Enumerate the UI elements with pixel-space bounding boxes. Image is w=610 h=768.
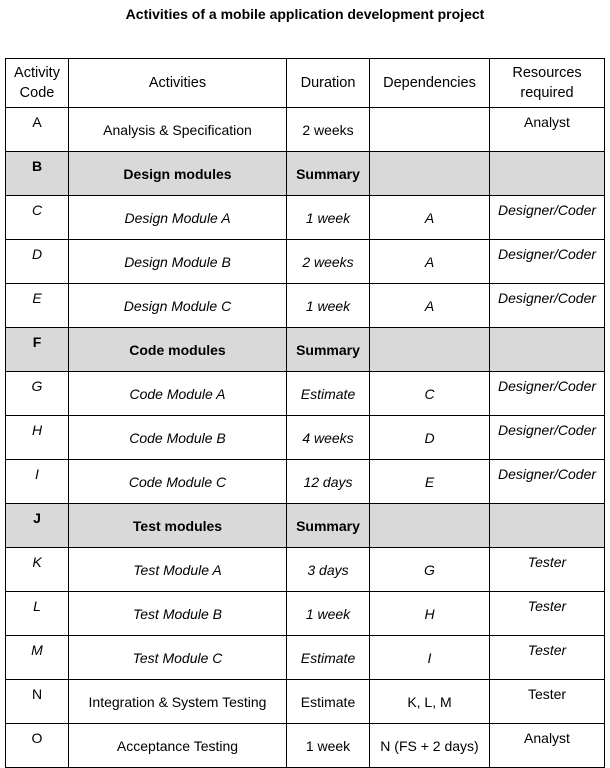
resources-cell: Analyst	[490, 108, 605, 152]
table-row	[6, 416, 605, 460]
activities-table	[5, 58, 605, 768]
resources-cell: Designer/Coder	[490, 460, 605, 504]
table-row	[6, 108, 605, 152]
header-resources: Resources required	[490, 59, 605, 108]
activity-name-cell: Test modules	[69, 504, 287, 548]
dependencies-cell: I	[370, 636, 490, 680]
table-row	[6, 592, 605, 636]
activity-name-cell: Design Module A	[69, 196, 287, 240]
dependencies-cell	[370, 328, 490, 372]
resources-cell: Designer/Coder	[490, 416, 605, 460]
resources-cell: Analyst	[490, 724, 605, 768]
dependencies-cell: K, L, M	[370, 680, 490, 724]
duration-cell: 1 week	[287, 284, 370, 328]
table-header-row	[6, 59, 605, 108]
table-row	[6, 284, 605, 328]
activity-code-cell: J	[6, 504, 69, 548]
duration-cell: Summary	[287, 152, 370, 196]
resources-cell: Designer/Coder	[490, 372, 605, 416]
dependencies-cell: G	[370, 548, 490, 592]
duration-cell: 1 week	[287, 592, 370, 636]
activity-name-cell: Integration & System Testing	[69, 680, 287, 724]
table-row	[6, 196, 605, 240]
table-row	[6, 240, 605, 284]
activity-code-cell: B	[6, 152, 69, 196]
activity-code-cell: H	[6, 416, 69, 460]
activity-name-cell: Code modules	[69, 328, 287, 372]
table-row	[6, 460, 605, 504]
activity-code-cell: E	[6, 284, 69, 328]
resources-cell: Tester	[490, 548, 605, 592]
resources-cell	[490, 152, 605, 196]
header-activity-code: Activity Code	[6, 59, 69, 108]
table-row	[6, 152, 605, 196]
resources-cell: Designer/Coder	[490, 240, 605, 284]
activity-code-cell: N	[6, 680, 69, 724]
dependencies-cell: H	[370, 592, 490, 636]
activity-name-cell: Design modules	[69, 152, 287, 196]
dependencies-cell	[370, 152, 490, 196]
table-row	[6, 328, 605, 372]
activity-name-cell: Code Module B	[69, 416, 287, 460]
activity-name-cell: Design Module B	[69, 240, 287, 284]
duration-cell: 1 week	[287, 196, 370, 240]
table-row	[6, 504, 605, 548]
activity-name-cell: Test Module A	[69, 548, 287, 592]
activity-name-cell: Analysis & Specification	[69, 108, 287, 152]
duration-cell: 2 weeks	[287, 240, 370, 284]
table-row	[6, 636, 605, 680]
activity-name-cell: Test Module C	[69, 636, 287, 680]
dependencies-cell: N (FS + 2 days)	[370, 724, 490, 768]
duration-cell: Estimate	[287, 680, 370, 724]
table-row	[6, 680, 605, 724]
duration-cell: Estimate	[287, 636, 370, 680]
header-duration: Duration	[287, 59, 370, 108]
header-activities: Activities	[69, 59, 287, 108]
dependencies-cell	[370, 108, 490, 152]
activity-code-cell: I	[6, 460, 69, 504]
activity-code-cell: L	[6, 592, 69, 636]
table-row	[6, 724, 605, 768]
resources-cell: Tester	[490, 680, 605, 724]
duration-cell: 3 days	[287, 548, 370, 592]
activity-code-cell: G	[6, 372, 69, 416]
resources-cell: Tester	[490, 636, 605, 680]
duration-cell: 2 weeks	[287, 108, 370, 152]
page-title: Activities of a mobile application development project	[125, 6, 485, 22]
activity-name-cell: Code Module C	[69, 460, 287, 504]
dependencies-cell: D	[370, 416, 490, 460]
dependencies-cell: A	[370, 284, 490, 328]
dependencies-cell: C	[370, 372, 490, 416]
duration-cell: Summary	[287, 504, 370, 548]
activity-name-cell: Test Module B	[69, 592, 287, 636]
table-row	[6, 372, 605, 416]
activity-code-cell: C	[6, 196, 69, 240]
resources-cell	[490, 328, 605, 372]
resources-cell: Designer/Coder	[490, 196, 605, 240]
activity-code-cell: D	[6, 240, 69, 284]
duration-cell: Estimate	[287, 372, 370, 416]
activity-code-cell: O	[6, 724, 69, 768]
dependencies-cell: A	[370, 196, 490, 240]
resources-cell: Designer/Coder	[490, 284, 605, 328]
dependencies-cell: E	[370, 460, 490, 504]
table-row	[6, 548, 605, 592]
dependencies-cell	[370, 504, 490, 548]
activity-code-cell: A	[6, 108, 69, 152]
activity-name-cell: Design Module C	[69, 284, 287, 328]
activity-code-cell: K	[6, 548, 69, 592]
resources-cell	[490, 504, 605, 548]
activity-code-cell: M	[6, 636, 69, 680]
duration-cell: 12 days	[287, 460, 370, 504]
duration-cell: 1 week	[287, 724, 370, 768]
dependencies-cell: A	[370, 240, 490, 284]
resources-cell: Tester	[490, 592, 605, 636]
header-dependencies: Dependencies	[370, 59, 490, 108]
activity-name-cell: Acceptance Testing	[69, 724, 287, 768]
activity-code-cell: F	[6, 328, 69, 372]
activity-name-cell: Code Module A	[69, 372, 287, 416]
duration-cell: Summary	[287, 328, 370, 372]
duration-cell: 4 weeks	[287, 416, 370, 460]
